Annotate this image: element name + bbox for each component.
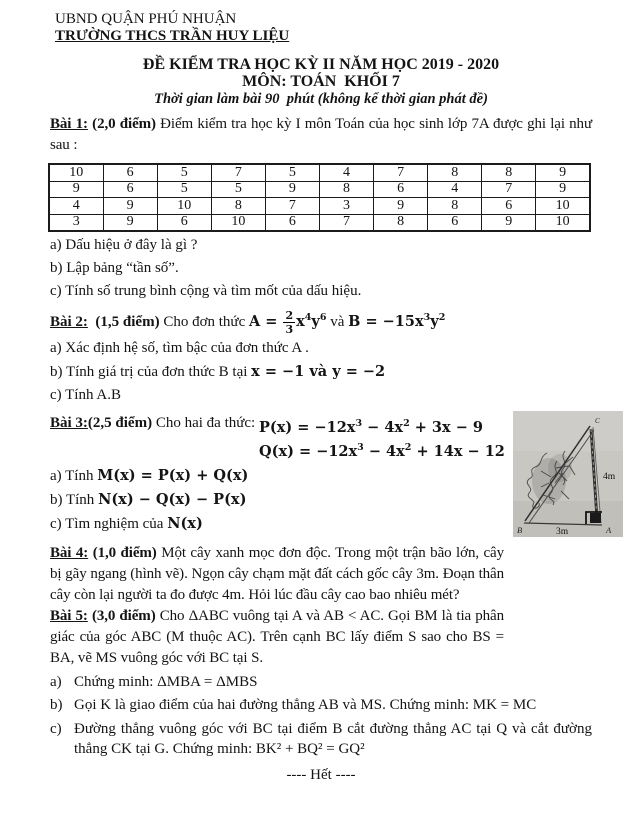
figure-label-4m: 4m bbox=[603, 472, 616, 482]
title-duration: Thời gian làm bài 90 phút (không kể thời gian phát đề) bbox=[154, 91, 488, 107]
score-cell: 6 bbox=[103, 181, 157, 198]
score-cell: 10 bbox=[211, 214, 265, 231]
bai2-points: (1,5 điểm) bbox=[95, 314, 160, 330]
figure-label-A: A bbox=[606, 525, 612, 535]
score-cell: 3 bbox=[319, 198, 373, 215]
org-line1: UBND QUẬN PHÚ NHUẬN bbox=[55, 11, 237, 27]
bai3-question-b: b) Tính N(x) − Q(x) − P(x) bbox=[50, 490, 247, 508]
score-row bbox=[49, 164, 590, 181]
bai2-question-a: a) Xác định hệ số, tìm bậc của đơn thức A . bbox=[50, 340, 309, 356]
bai1-question-b: b) Lập bảng “tần số”. bbox=[50, 260, 179, 276]
score-cell: 8 bbox=[428, 198, 482, 215]
formula-N-root: N(x) bbox=[167, 514, 203, 532]
score-cell: 7 bbox=[265, 198, 319, 215]
score-cell: 10 bbox=[536, 214, 590, 231]
score-cell: 3 bbox=[49, 214, 103, 231]
score-row bbox=[49, 181, 590, 198]
bai5-intro: Cho ΔABC vuông tại A và AB < AC. Gọi BM là tia phân giác của góc ABC (M thuộc AC). Trên cạnh BC lấy điểm S sao cho BS = BA, vẽ MS vuông góc với BC tại S. bbox=[50, 607, 505, 666]
formula-xy-values: x = −1 và y = −2 bbox=[251, 363, 386, 380]
polynomial-stack bbox=[259, 414, 505, 462]
score-cell: 6 bbox=[374, 181, 428, 198]
end-marker: ---- Hết ---- bbox=[286, 766, 356, 783]
bai1-label: Bài 1: bbox=[50, 116, 88, 132]
bai2-header bbox=[50, 310, 592, 335]
score-cell: 9 bbox=[103, 198, 157, 215]
score-table bbox=[48, 163, 591, 232]
bai1-intro: Điểm kiểm tra học kỳ I môn Toán của học sinh lớp 7A được ghi lại như sau : bbox=[50, 116, 592, 153]
bai2-intro: Cho đơn thức bbox=[163, 314, 246, 330]
bai2-question-c: c) Tính A.B bbox=[50, 387, 121, 403]
bai2-connector: và bbox=[330, 314, 345, 330]
figure-wrap-spacer bbox=[504, 543, 592, 653]
score-cell: 8 bbox=[428, 164, 482, 181]
figure-label-C: C bbox=[595, 417, 600, 425]
score-cell: 8 bbox=[211, 198, 265, 215]
bai1-points: (2,0 điểm) bbox=[92, 116, 156, 132]
score-cell: 6 bbox=[265, 214, 319, 231]
formula-P: $P(x) = -12x^3 - 4x^2 + 3x - 9$ bbox=[258, 418, 484, 436]
bai5-label: Bài 5: bbox=[50, 607, 88, 624]
score-cell: 4 bbox=[319, 164, 373, 181]
score-cell: 6 bbox=[482, 198, 536, 215]
score-cell: 9 bbox=[265, 181, 319, 198]
formula-B: $B = -15x^3y^2$ bbox=[348, 312, 446, 330]
score-cell: 6 bbox=[428, 214, 482, 231]
bai3-question-c: c) Tìm nghiệm của N(x) bbox=[50, 514, 203, 532]
score-row bbox=[49, 214, 590, 231]
bai4-bai5-section bbox=[50, 543, 592, 760]
score-cell: 4 bbox=[49, 198, 103, 215]
score-cell: 8 bbox=[319, 181, 373, 198]
bai4-points: (1,0 điểm) bbox=[92, 544, 157, 561]
score-cell: 9 bbox=[536, 181, 590, 198]
formula-A: A = $\frac{2}{3}$ $x^4y^6$ bbox=[248, 309, 327, 336]
formula-Q: $Q(x) = -12x^3 - 4x^2 + 14x - 12$ bbox=[258, 441, 505, 460]
score-cell: 6 bbox=[103, 164, 157, 181]
figure-label-3m: 3m bbox=[556, 527, 569, 537]
broken-tree-figure bbox=[513, 411, 623, 537]
score-cell: 7 bbox=[482, 181, 536, 198]
bai1-question-c: c) Tính số trung bình cộng và tìm mốt của dấu hiệu. bbox=[50, 283, 362, 299]
header-org bbox=[55, 11, 642, 44]
stump-base bbox=[590, 513, 601, 523]
formula-M: M(x) = P(x) + Q(x) bbox=[97, 466, 249, 484]
score-cell: 7 bbox=[319, 214, 373, 231]
bai3-header bbox=[50, 414, 592, 462]
bai2-question-b: b) Tính giá trị của đơn thức B tại x = −1 và y = −2 bbox=[50, 363, 386, 380]
score-cell: 5 bbox=[265, 164, 319, 181]
score-cell: 7 bbox=[211, 164, 265, 181]
score-cell: 8 bbox=[482, 164, 536, 181]
bai5-points: (3,0 điểm) bbox=[91, 607, 156, 624]
bai5-question-c: c) Đường thẳng vuông góc với BC tại điểm B cắt đường thẳng AC tại Q và cắt đường thẳng CK tại G. Chứng minh: BK² + BQ² = GQ² bbox=[50, 720, 592, 758]
score-cell: 4 bbox=[428, 181, 482, 198]
bai3-points: (2,5 điểm) bbox=[87, 415, 153, 431]
score-cell: 10 bbox=[157, 198, 211, 215]
score-cell: 5 bbox=[157, 181, 211, 198]
score-row bbox=[49, 198, 590, 215]
score-cell: 9 bbox=[49, 181, 103, 198]
score-cell: 6 bbox=[157, 214, 211, 231]
fraction-two-thirds: $\frac{2}{3}$ bbox=[285, 309, 294, 336]
score-cell: 8 bbox=[374, 214, 428, 231]
bai2-label: Bài 2: bbox=[50, 314, 88, 330]
score-cell: 9 bbox=[103, 214, 157, 231]
score-cell: 10 bbox=[49, 164, 103, 181]
score-cell: 9 bbox=[374, 198, 428, 215]
score-cell: 9 bbox=[536, 164, 590, 181]
score-cell: 7 bbox=[374, 164, 428, 181]
bai4-text: Một cây xanh mọc đơn độc. Trong một trận bão lớn, cây bị gãy ngang (hình vẽ). Ngọn cây chạm mặt đất cách gốc cây 3m. Đoạn thân cây còn lại người ta đo được 4m. Hỏi lúc đầu cây cao bao nhiêu mét? bbox=[50, 544, 505, 603]
bai5-question-b: b) Gọi K là giao điểm của hai đường thẳng AB và MS. Chứng minh: MK = MC bbox=[50, 697, 537, 714]
bai1-header bbox=[50, 114, 592, 156]
formula-N: N(x) − Q(x) − P(x) bbox=[98, 490, 247, 508]
score-cell: 10 bbox=[536, 198, 590, 215]
score-cell: 5 bbox=[211, 181, 265, 198]
figure-label-B: B bbox=[517, 525, 523, 535]
bai4-label: Bài 4: bbox=[50, 544, 89, 561]
bai3-intro: Cho hai đa thức: bbox=[155, 415, 256, 431]
title-line1: ĐỀ KIỂM TRA HỌC KỲ II NĂM HỌC 2019 - 2020 bbox=[142, 56, 500, 73]
bai3-label: Bài 3: bbox=[50, 415, 88, 431]
bai5-question-a: a) Chứng minh: ΔMBA = ΔMBS bbox=[50, 673, 258, 690]
exam-title-block bbox=[0, 56, 642, 108]
score-cell: 5 bbox=[157, 164, 211, 181]
title-line2: MÔN: TOÁN KHỐI 7 bbox=[242, 73, 400, 90]
bai1-question-a: a) Dấu hiệu ở đây là gì ? bbox=[50, 237, 198, 253]
score-cell: 9 bbox=[482, 214, 536, 231]
exam-body bbox=[50, 114, 592, 785]
org-line2: TRƯỜNG THCS TRẦN HUY LIỆU bbox=[55, 27, 290, 44]
bai3-question-a: a) Tính M(x) = P(x) + Q(x) bbox=[50, 466, 249, 484]
